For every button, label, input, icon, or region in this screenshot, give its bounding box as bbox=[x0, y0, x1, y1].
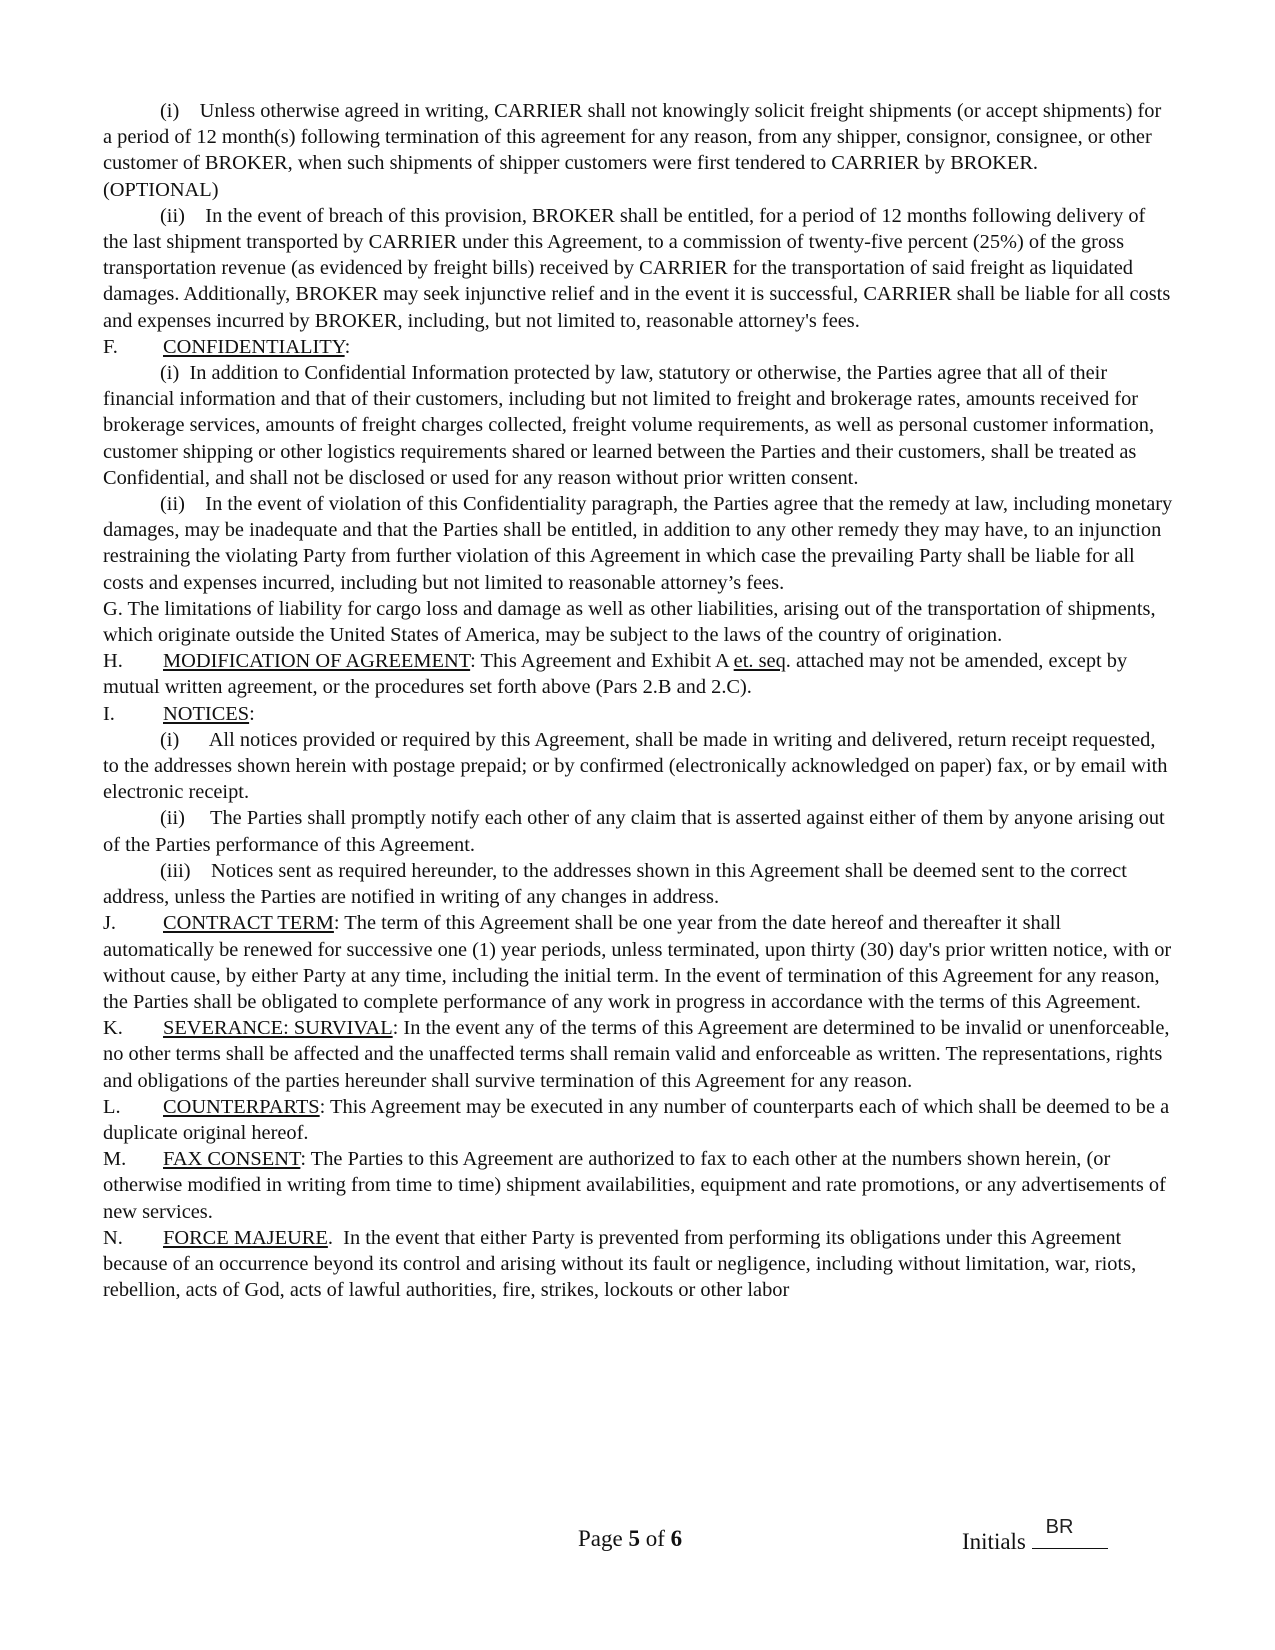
section-title: MODIFICATION OF AGREEMENT bbox=[163, 650, 471, 673]
initials-line[interactable] bbox=[1032, 1516, 1108, 1549]
initials-label: Initials bbox=[962, 1529, 1032, 1554]
clause-e-ii: (ii) In the event of breach of this provision, BROKER shall be entitled, for a period of 12 months following delivery of the last shipment transported by CARRIER under this Agreement, to a commission of twenty-five percent (25%) of the gross transportation revenue (as evidenced by freight bills) received by CARRIER for the transportation of said freight as liquidated damages. Additionally, BROKER may seek injunctive relief and in the event it is successful, CARRIER shall be liable for all costs and expenses incurred by BROKER, including, but not limited to, reasonable attorney's fees. bbox=[103, 204, 1176, 332]
initials-block bbox=[962, 1516, 1108, 1555]
page-total: 6 bbox=[670, 1526, 683, 1551]
section-text: : The Parties to this Agreement are authorized to fax to each other at the numbers shown herein, (or otherwise modified in writing from time to time) shipment availabilities, equipment and rate promotions, or any advertisements of new services. bbox=[103, 1148, 1172, 1223]
clause-i-ii: (ii) The Parties shall promptly notify each other of any claim that is asserted against either of them by anyone arising out of the Parties performance of this Agreement. bbox=[103, 807, 1170, 856]
section-text: : This Agreement and Exhibit A bbox=[470, 650, 734, 673]
section-letter: J. bbox=[103, 912, 117, 935]
section-colon: : bbox=[344, 335, 351, 358]
section-k bbox=[103, 1015, 1175, 1094]
section-i-heading bbox=[103, 701, 1175, 727]
section-letter: L. bbox=[103, 1095, 121, 1118]
section-letter: K. bbox=[103, 1017, 123, 1040]
initials-value: BR bbox=[1045, 1516, 1074, 1538]
section-title: CONTRACT TERM bbox=[163, 912, 334, 935]
page-number bbox=[578, 1526, 682, 1552]
section-g: G. The limitations of liability for cargo loss and damage as well as other liabilities, arising out of the transportation of shipments, which originate outside the United States of America, may be subject to the laws of the country of origination. bbox=[103, 597, 1161, 647]
section-letter: I. bbox=[103, 702, 115, 725]
of-word: of bbox=[639, 1526, 671, 1551]
section-n bbox=[103, 1225, 1175, 1304]
optional-label: (OPTIONAL) bbox=[103, 178, 219, 201]
section-title: CONFIDENTIALITY bbox=[163, 335, 345, 358]
clause-f-i: (i) In addition to Confidential Information protected by law, statutory or otherwise, the Parties agree that all of their financial information and that of their customers, including but not limited to freight and brokerage rates, amounts received for brokerage services, amounts of freight charges collected, freight volume requirements, as well as personal customer information, customer shipping or other logistics requirements shared or learned between the Parties and their customers, shall be treated as Confidential, and shall not be disclosed or used for any reason without prior written consent. bbox=[103, 362, 1160, 489]
section-letter: F. bbox=[103, 335, 118, 358]
section-h bbox=[103, 648, 1175, 700]
clause-i-i: (i) All notices provided or required by this Agreement, shall be made in writing and delivered, return receipt requested, to the addresses shown herein with postage prepaid; or by confirmed (electronically acknowledged on paper) fax, or by email with electronic receipt. bbox=[103, 728, 1173, 804]
section-title: COUNTERPARTS bbox=[163, 1095, 320, 1118]
section-title: NOTICES bbox=[163, 702, 250, 725]
section-colon: : bbox=[249, 702, 255, 725]
section-m bbox=[103, 1146, 1175, 1225]
clause-i-iii: (iii) Notices sent as required hereunder, to the addresses shown in this Agreement shall be deemed sent to the correct address, unless the Parties are notified in writing of any changes in address. bbox=[103, 859, 1132, 909]
section-letter: M. bbox=[103, 1148, 127, 1171]
section-title: FAX CONSENT bbox=[163, 1148, 301, 1171]
section-title: FORCE MAJEURE bbox=[163, 1226, 328, 1249]
clause-f-ii: (ii) In the event of violation of this Confidentiality paragraph, the Parties agree that the remedy at law, including monetary damages, may be inadequate and that the Parties shall be entitled, in addition to any other remedy they may have, to an injunction restraining the violating Party from further violation of this Agreement in which case the prevailing Party shall be liable for all costs and expenses incurred, including but not limited to reasonable attorney’s fees. bbox=[103, 493, 1178, 594]
section-title: SEVERANCE: SURVIVAL bbox=[163, 1017, 393, 1040]
section-l bbox=[103, 1094, 1175, 1146]
section-text: . In the event that either Party is prevented from performing its obligations under this Agreement because of an occurrence beyond its control and arising without its fault or negligence, including without limitation, war, riots, rebellion, acts of God, acts of lawful authorities, fire, strikes, lockouts or other labor bbox=[103, 1226, 1142, 1302]
section-j bbox=[103, 910, 1175, 1015]
section-text: : In the event any of the terms of this Agreement are determined to be invalid or unenforceable, no other terms shall be affected and the unaffected terms shall remain valid and enforceable as written. The representations, rights and obligations of the parties hereunder shall survive termination of this Agreement for any reason. bbox=[103, 1017, 1175, 1092]
page-current: 5 bbox=[628, 1526, 640, 1551]
section-text: : The term of this Agreement shall be one year from the date hereof and thereafter it shall automatically be renewed for successive one (1) year periods, unless terminated, upon thirty (30) day's prior written notice, with or without cause, by either Party at any time, including the initial term. In the event of termination of this Agreement for any reason, the Parties shall be obligated to complete performance of any work in progress in accordance with the terms of this Agreement. bbox=[103, 912, 1177, 1013]
section-text: : This Agreement may be executed in any number of counterparts each of which shall be deemed to be a duplicate original hereof. bbox=[103, 1095, 1175, 1144]
page-footer bbox=[0, 1516, 1275, 1566]
section-letter: H. bbox=[103, 650, 123, 673]
et-seq: et. seq bbox=[733, 650, 786, 673]
section-letter: N. bbox=[103, 1226, 123, 1249]
document-body bbox=[103, 98, 1178, 1303]
page-word: Page bbox=[578, 1526, 629, 1551]
clause-e-i: (i) Unless otherwise agreed in writing, CARRIER shall not knowingly solicit freight shipments (or accept shipments) for a period of 12 month(s) following termination of this agreement for any reason, from any shipper, consignor, consignee, or other customer of BROKER, when such shipments of shipper customers were first tendered to CARRIER by BROKER. bbox=[103, 100, 1167, 175]
section-text-cont: . attached may not be amended, except by mutual written agreement, or the procedures set forth above (Pars 2.B and 2.C). bbox=[103, 650, 1133, 699]
section-f-heading bbox=[103, 334, 1175, 360]
